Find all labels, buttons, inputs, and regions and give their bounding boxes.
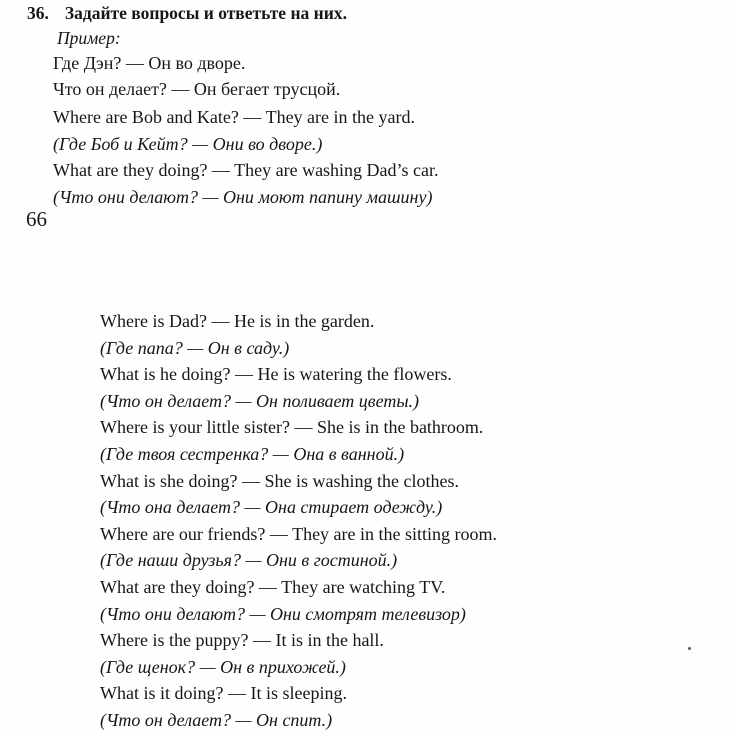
qa-translation-ru: (Где наши друзья? — Они в гостиной.) (100, 550, 398, 571)
qa-question-en: Where is the puppy? — It is in the hall. (100, 630, 384, 651)
qa-question-en: What is it doing? — It is sleeping. (100, 683, 347, 704)
page-number: 66 (26, 207, 47, 231)
qa-translation-ru: (Что они делают? — Они смотрят телевизор) (100, 603, 466, 624)
qa-question-en: Where are our friends? — They are in the sitting room. (100, 523, 498, 544)
exercise-number: 36. (27, 3, 49, 23)
qa-translation-ru: (Где Боб и Кейт? — Они во дворе.) (53, 133, 323, 154)
example-line: Где Дэн? — Он во дворе. (53, 53, 246, 73)
qa-translation-ru: (Где твоя сестренка? — Она в ванной.) (100, 443, 405, 464)
qa-translation-ru: (Что они делают? — Они моют папину машину) (53, 186, 433, 207)
qa-question-en: Where is Dad? — He is in the garden. (100, 311, 375, 331)
qa-question-en: Where are Bob and Kate? — They are in the yard. (53, 107, 416, 127)
qa-translation-ru: (Что она делает? — Она стирает одежду.) (100, 497, 443, 518)
scan-artifact-dot (688, 647, 691, 650)
answers-block (100, 308, 497, 734)
qa-question-en: Where is your little sister? — She is in the bathroom. (100, 417, 484, 438)
exercise-header (27, 3, 347, 24)
example-qa-block (53, 104, 439, 210)
qa-translation-ru: (Где папа? — Он в саду.) (100, 337, 290, 358)
example-line: Что он делает? — Он бегает трусцой. (53, 79, 341, 99)
exercise-title: Задайте вопросы и ответьте на них. (64, 3, 347, 23)
qa-question-en: What are they doing? — They are washing Dad’s car. (53, 160, 439, 180)
example-label: Пример: (57, 28, 121, 48)
qa-translation-ru: (Что он делает? — Он спит.) (100, 709, 333, 730)
qa-translation-ru: (Что он делает? — Он поливает цветы.) (100, 390, 420, 411)
qa-question-en: What are they doing? — They are watching TV. (100, 576, 446, 597)
example-lines (53, 50, 340, 102)
qa-question-en: What is she doing? — She is washing the clothes. (100, 470, 459, 491)
qa-question-en: What is he doing? — He is watering the flowers. (100, 364, 452, 385)
qa-translation-ru: (Где щенок? — Он в прихожей.) (100, 656, 346, 677)
